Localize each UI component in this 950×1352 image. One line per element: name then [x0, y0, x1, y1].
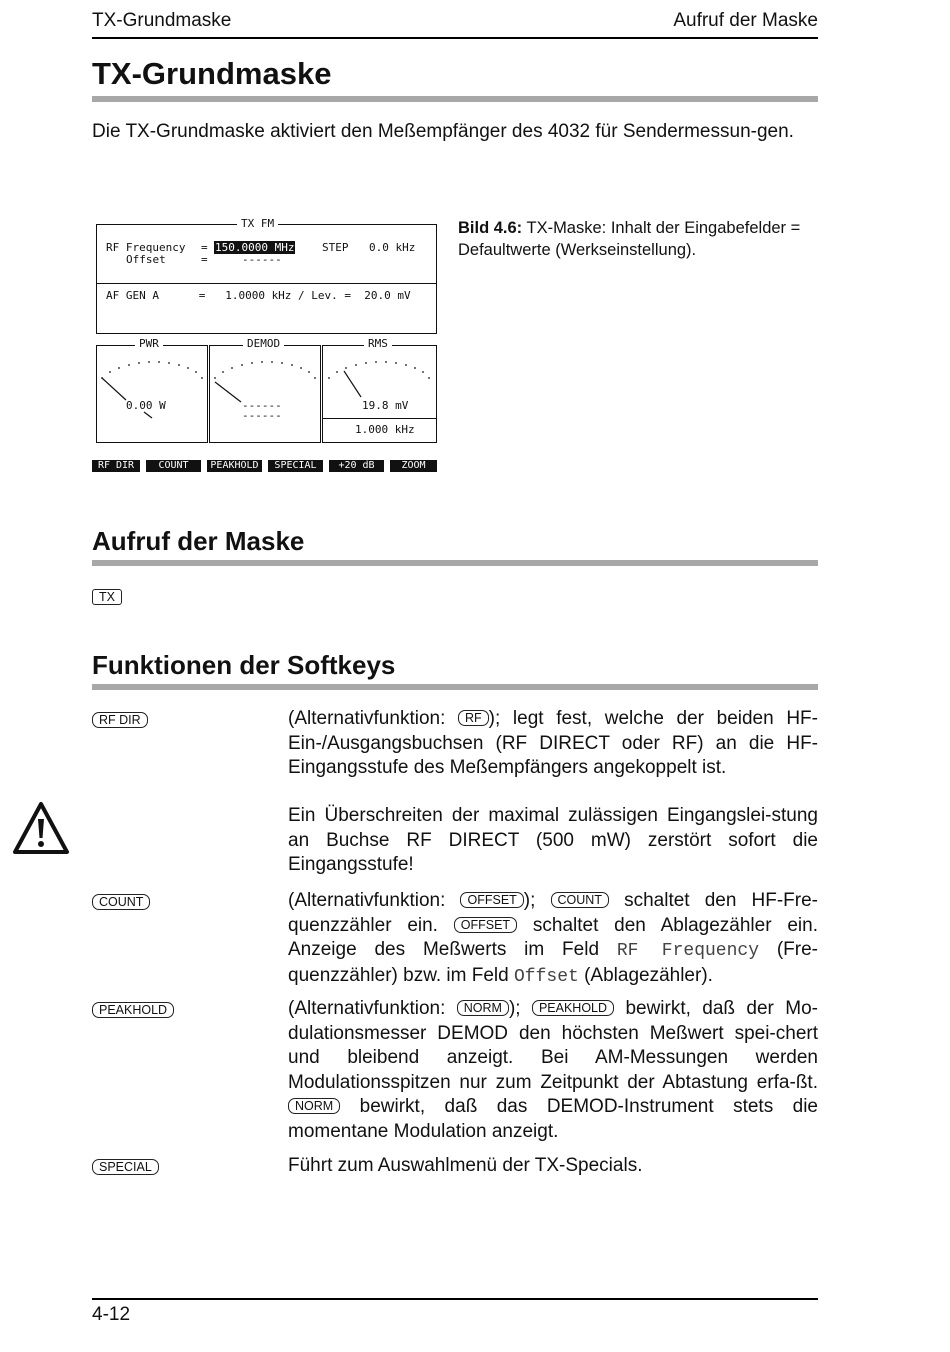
softkey-zoom[interactable]: ZOOM	[390, 460, 437, 472]
rf-frequency-field-ref: RF Frequency	[616, 941, 760, 961]
rfdir-key-cell	[92, 712, 148, 731]
page-number: 4-12	[92, 1304, 131, 1325]
demod-meter-title: DEMOD	[243, 338, 284, 350]
af-gen-line: AF GEN A = 1.0000 kHz / Lev. = 20.0 mV	[106, 289, 411, 302]
step-field[interactable]: 0.0 kHz	[369, 241, 416, 254]
offset-field[interactable]: ------	[242, 253, 282, 266]
rfdir-text-2: ); legt fest, welche der beiden HF-Ein-/Ausgangsbuchsen (RF DIRECT oder RF) an die HF-Eingangsstufe des Meßempfängers angekoppelt ist.	[288, 708, 818, 778]
demod-value-2: ------	[242, 409, 282, 422]
count-text-5: (Fre-quenzzähler) bzw. im Feld	[288, 939, 818, 986]
demod-value: ------	[242, 399, 282, 412]
footer-rule	[92, 1298, 818, 1300]
figure-caption	[458, 217, 818, 261]
rf-frequency-label: RF Frequency	[106, 241, 186, 254]
offset-field-ref: Offset	[514, 966, 579, 987]
tx-key-row	[92, 589, 122, 608]
figure-caption-label: Bild 4.6:	[458, 219, 523, 237]
peakhold-key[interactable]: PEAKHOLD	[92, 1002, 174, 1018]
section-heading-softkeys: Funktionen der Softkeys	[92, 650, 396, 680]
peakhold-text-1: (Alternativfunktion:	[288, 998, 457, 1019]
peakhold-key-cell	[92, 1002, 174, 1021]
special-description	[288, 1154, 818, 1179]
rfdir-description	[288, 707, 818, 781]
special-key[interactable]: SPECIAL	[92, 1159, 159, 1175]
demod-needle	[215, 382, 241, 402]
warning-paragraph	[288, 804, 818, 878]
softkey-count[interactable]: COUNT	[146, 460, 201, 472]
offset-label: Offset	[126, 253, 166, 266]
norm-key-inline[interactable]: NORM	[288, 1098, 340, 1114]
rms-value: 19.8 mV	[362, 399, 409, 412]
offset-key[interactable]: OFFSET	[460, 892, 523, 908]
panel-divider	[96, 283, 437, 284]
rfdir-text-1: (Alternativfunktion:	[288, 708, 458, 729]
intro-paragraph	[92, 120, 818, 145]
peakhold-text-2: );	[508, 998, 532, 1019]
tx-key[interactable]: TX	[92, 589, 122, 605]
count-text-6: (Ablagezähler).	[578, 964, 713, 986]
demod-scale-ticks	[214, 361, 316, 379]
pwr-needle	[102, 378, 126, 400]
peakhold-text-4: bewirkt, daß das DEMOD-Instrument stets die momentane Modulation anzeigt.	[288, 1096, 818, 1142]
figure-caption-text: TX-Maske: Inhalt der Eingabefelder = Defaultwerte (Werkseinstellung).	[458, 219, 801, 259]
page-title: TX-Grundmaske	[92, 56, 332, 91]
softkey-rf-dir[interactable]: RF DIR	[92, 460, 140, 472]
count-text-2: );	[523, 890, 551, 911]
header-rule	[92, 37, 818, 39]
count-key-inline[interactable]: COUNT	[551, 892, 609, 908]
pwr-needle-tail	[144, 412, 152, 418]
pwr-scale-ticks	[101, 361, 203, 379]
offset-key-inline[interactable]: OFFSET	[454, 917, 517, 933]
count-text-4: schaltet den Ablagezähler ein. Anzeige des Meßwerts im Feld	[288, 914, 818, 960]
count-description	[288, 889, 818, 989]
rms-needle	[344, 371, 361, 397]
count-key-cell	[92, 894, 150, 913]
peakhold-description	[288, 997, 818, 1144]
peakhold-text-3: bewirkt, daß der Mo-dulationsmesser DEMOD den höchsten Meßwert spei-chert und bleibend anzeigt. Bei AM-Messungen werden Modulationsspitzen nur zum Zeitpunkt der Abtastung erfa-ßt.	[288, 998, 818, 1093]
count-text-3: schaltet den HF-Fre-quenzzähler ein.	[288, 890, 819, 936]
running-header-left: TX-Grundmaske	[92, 10, 232, 31]
pwr-meter-title: PWR	[135, 338, 163, 350]
special-key-cell	[92, 1159, 159, 1178]
warning-text: Ein Überschreiten der maximal zulässigen Eingangslei-stung an Buchse RF DIRECT (500 mW) zerstört sofort die Eingangsstufe!	[288, 805, 818, 875]
softkey-special[interactable]: SPECIAL	[268, 460, 323, 472]
section-rule-aufruf	[92, 560, 818, 566]
norm-key[interactable]: NORM	[457, 1000, 509, 1016]
special-text: Führt zum Auswahlmenü der TX-Specials.	[288, 1155, 643, 1176]
rfdir-key[interactable]: RF DIR	[92, 712, 148, 728]
step-label: STEP	[322, 241, 349, 254]
count-key[interactable]: COUNT	[92, 894, 150, 910]
rms-scale-ticks	[328, 361, 430, 379]
rf-frequency-field[interactable]: 150.0000 MHz	[215, 241, 295, 254]
section-rule-softkeys	[92, 684, 818, 690]
count-text-1: (Alternativfunktion:	[288, 890, 461, 911]
rf-frequency-eq: =	[201, 241, 208, 254]
screen-title: TX FM	[237, 218, 278, 230]
title-rule	[92, 96, 818, 102]
running-header-right: Aufruf der Maske	[673, 10, 818, 31]
rf-key[interactable]: RF	[458, 710, 489, 726]
rms-meter-title: RMS	[364, 338, 392, 350]
softkey-peakhold[interactable]: PEAKHOLD	[207, 460, 262, 472]
warning-triangle-icon	[12, 800, 70, 856]
offset-eq: =	[201, 253, 208, 266]
softkey-plus20db[interactable]: +20 dB	[329, 460, 384, 472]
pwr-value: 0.00 W	[126, 399, 166, 412]
section-heading-aufruf: Aufruf der Maske	[92, 526, 305, 556]
peakhold-key-inline[interactable]: PEAKHOLD	[532, 1000, 614, 1016]
rms-frequency: 1.000 kHz	[355, 423, 415, 436]
intro-text: Die TX-Grundmaske aktiviert den Meßempfänger des 4032 für Sendermessun-gen.	[92, 121, 794, 142]
